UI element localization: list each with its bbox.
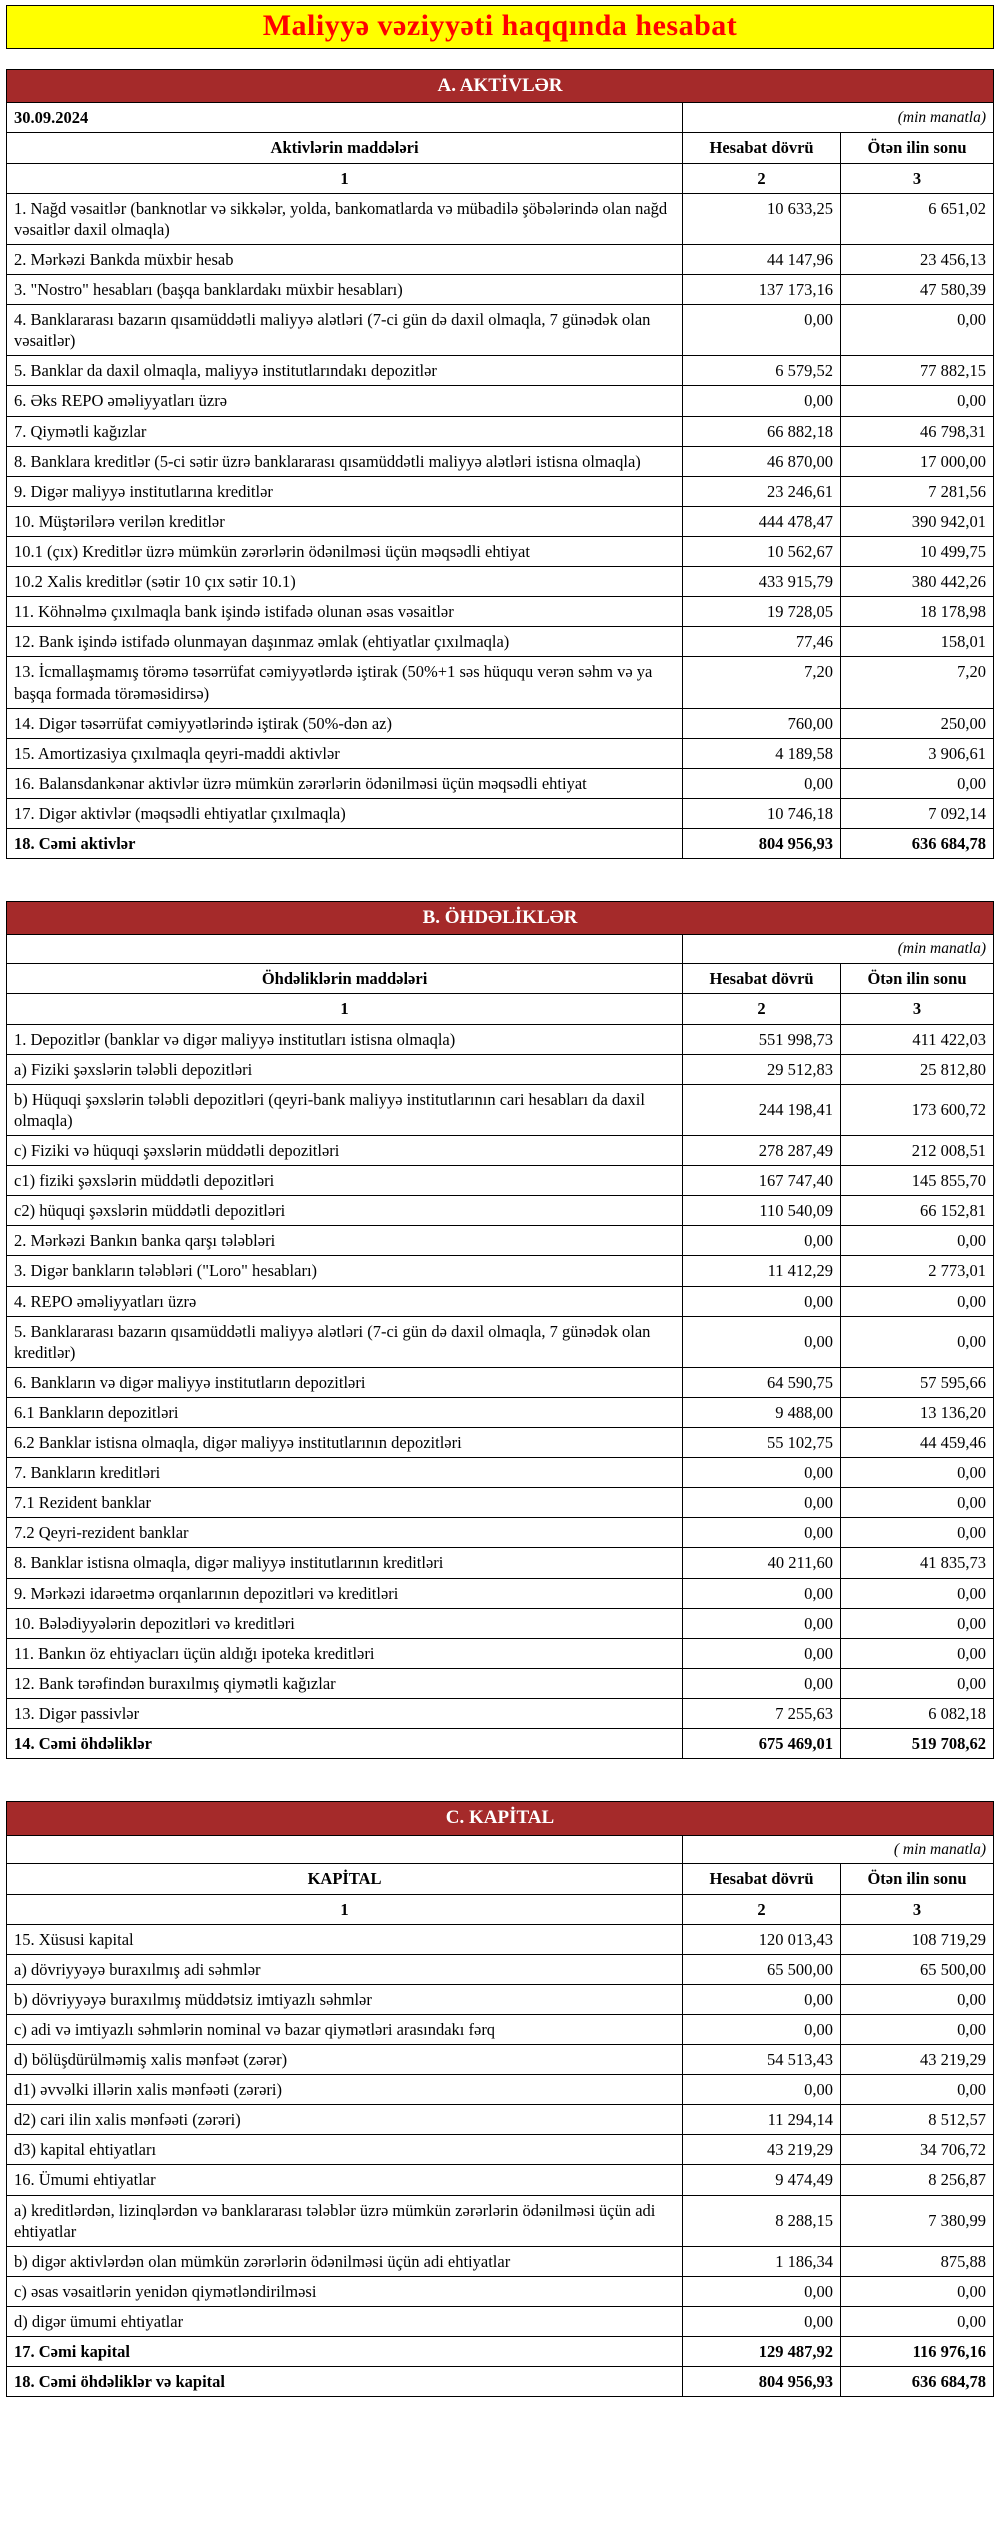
meta-row [7, 935, 994, 964]
row-label: 1. Nağd vəsaitlər (banknotlar və sikkələr, yolda, bankomatlarda və mübadilə şöbələrində olan nağd vəsaitlər daxil olmaqla) [7, 193, 683, 244]
value-oten-ilin-sonu: 44 459,46 [841, 1428, 994, 1458]
column-header-row [7, 133, 994, 163]
row-label: 12. Bank işində istifadə olunmayan daşınmaz əmlak (ehtiyatlar çıxılmaqla) [7, 627, 683, 657]
value-hesabat-dovru: 40 211,60 [683, 1548, 841, 1578]
table-row [7, 1578, 994, 1608]
value-hesabat-dovru: 8 288,15 [683, 2195, 841, 2246]
col-number-3: 3 [841, 994, 994, 1024]
row-label: d2) cari ilin xalis mənfəəti (zərəri) [7, 2105, 683, 2135]
unit-note: (min manatla) [683, 935, 994, 964]
value-hesabat-dovru: 551 998,73 [683, 1024, 841, 1054]
table-row [7, 1054, 994, 1084]
row-label: 17. Digər aktivlər (məqsədli ehtiyatlar çıxılmaqla) [7, 798, 683, 828]
table-row [7, 1397, 994, 1427]
table-row [7, 506, 994, 536]
row-label: b) digər aktivlərdən olan mümkün zərərlərin ödənilməsi üçün adi ehtiyatlar [7, 2246, 683, 2276]
row-label: d) bölüşdürülməmiş xalis mənfəət (zərər) [7, 2045, 683, 2075]
value-hesabat-dovru: 0,00 [683, 1286, 841, 1316]
report-title-banner [6, 5, 994, 49]
value-oten-ilin-sonu: 47 580,39 [841, 274, 994, 304]
value-hesabat-dovru: 54 513,43 [683, 2045, 841, 2075]
table-row [7, 1548, 994, 1578]
value-oten-ilin-sonu: 636 684,78 [841, 829, 994, 859]
value-hesabat-dovru: 0,00 [683, 2014, 841, 2044]
table-row [7, 798, 994, 828]
section-c-title: C. KAPİTAL [7, 1802, 994, 1835]
value-oten-ilin-sonu: 0,00 [841, 1668, 994, 1698]
row-label: 16. Balansdankənar aktivlər üzrə mümkün zərərlərin ödənilməsi üçün məqsədli ehtiyat [7, 768, 683, 798]
value-hesabat-dovru: 167 747,40 [683, 1166, 841, 1196]
value-hesabat-dovru: 0,00 [683, 1488, 841, 1518]
col-header-period: Hesabat dövrü [683, 964, 841, 994]
value-oten-ilin-sonu: 6 082,18 [841, 1699, 994, 1729]
value-oten-ilin-sonu: 57 595,66 [841, 1367, 994, 1397]
table-row [7, 1135, 994, 1165]
value-hesabat-dovru: 0,00 [683, 1316, 841, 1367]
value-oten-ilin-sonu: 10 499,75 [841, 536, 994, 566]
row-label: 3. "Nostro" hesabları (başqa banklardakı müxbir hesabları) [7, 274, 683, 304]
value-hesabat-dovru: 804 956,93 [683, 829, 841, 859]
table-row [7, 738, 994, 768]
unit-note: ( min manatla) [683, 1835, 994, 1864]
row-label: 10. Bələdiyyələrin depozitləri və kreditləri [7, 1608, 683, 1638]
row-label: 10. Müştərilərə verilən kreditlər [7, 506, 683, 536]
value-hesabat-dovru: 0,00 [683, 1984, 841, 2014]
value-oten-ilin-sonu: 519 708,62 [841, 1729, 994, 1759]
value-oten-ilin-sonu: 390 942,01 [841, 506, 994, 536]
table-row [7, 768, 994, 798]
col-number-1: 1 [7, 163, 683, 193]
row-label: 15. Amortizasiya çıxılmaqla qeyri-maddi aktivlər [7, 738, 683, 768]
row-label: 17. Cəmi kapital [7, 2337, 683, 2367]
value-oten-ilin-sonu: 0,00 [841, 1226, 994, 1256]
row-label: 4. REPO əməliyyatları üzrə [7, 1286, 683, 1316]
value-hesabat-dovru: 433 915,79 [683, 567, 841, 597]
table-row [7, 305, 994, 356]
value-oten-ilin-sonu: 116 976,16 [841, 2337, 994, 2367]
table-row [7, 2246, 994, 2276]
value-hesabat-dovru: 6 579,52 [683, 356, 841, 386]
row-label: a) Fiziki şəxslərin tələbli depozitləri [7, 1054, 683, 1084]
value-oten-ilin-sonu: 0,00 [841, 2075, 994, 2105]
row-label: 2. Mərkəzi Bankda müxbir hesab [7, 244, 683, 274]
value-oten-ilin-sonu: 0,00 [841, 305, 994, 356]
table-row [7, 1729, 994, 1759]
value-oten-ilin-sonu: 7,20 [841, 657, 994, 708]
table-row [7, 1638, 994, 1668]
row-label: 14. Digər təsərrüfat cəmiyyətlərində iştirak (50%-dən az) [7, 708, 683, 738]
value-oten-ilin-sonu: 0,00 [841, 1608, 994, 1638]
value-oten-ilin-sonu: 3 906,61 [841, 738, 994, 768]
table-row [7, 1084, 994, 1135]
col-header-items: KAPİTAL [7, 1864, 683, 1894]
section-b-table [6, 901, 994, 1759]
value-hesabat-dovru: 0,00 [683, 1458, 841, 1488]
table-row [7, 1256, 994, 1286]
row-label: a) kreditlərdən, lizinqlərdən və banklararası tələblər üzrə mümkün zərərlərin ödənilməsi üçün adi ehtiyatlar [7, 2195, 683, 2246]
value-hesabat-dovru: 137 173,16 [683, 274, 841, 304]
table-row [7, 657, 994, 708]
col-header-period: Hesabat dövrü [683, 1864, 841, 1894]
value-oten-ilin-sonu: 158,01 [841, 627, 994, 657]
value-hesabat-dovru: 804 956,93 [683, 2367, 841, 2397]
col-number-1: 1 [7, 1894, 683, 1924]
row-label: 18. Cəmi öhdəliklər və kapital [7, 2367, 683, 2397]
value-oten-ilin-sonu: 0,00 [841, 1984, 994, 2014]
table-row [7, 2307, 994, 2337]
row-label: 11. Bankın öz ehtiyacları üçün aldığı ipoteka kreditləri [7, 1638, 683, 1668]
table-row [7, 1699, 994, 1729]
value-oten-ilin-sonu: 145 855,70 [841, 1166, 994, 1196]
value-oten-ilin-sonu: 636 684,78 [841, 2367, 994, 2397]
col-number-1: 1 [7, 994, 683, 1024]
column-number-row [7, 994, 994, 1024]
table-row [7, 1954, 994, 1984]
col-header-prev: Ötən ilin sonu [841, 964, 994, 994]
section-c-table [6, 1801, 994, 2397]
value-oten-ilin-sonu: 13 136,20 [841, 1397, 994, 1427]
value-oten-ilin-sonu: 108 719,29 [841, 1924, 994, 1954]
value-oten-ilin-sonu: 0,00 [841, 1578, 994, 1608]
table-row [7, 1518, 994, 1548]
table-row [7, 2367, 994, 2397]
value-hesabat-dovru: 4 189,58 [683, 738, 841, 768]
section-a-table [6, 69, 994, 859]
row-label: 13. İcmallaşmamış törəmə təsərrüfat cəmiyyətlərdə iştirak (50%+1 səs hüququ verən səhm və ya başqa formada törəməsidirsə) [7, 657, 683, 708]
value-hesabat-dovru: 0,00 [683, 1226, 841, 1256]
table-row [7, 2337, 994, 2367]
col-number-2: 2 [683, 163, 841, 193]
value-oten-ilin-sonu: 7 281,56 [841, 476, 994, 506]
col-number-2: 2 [683, 1894, 841, 1924]
value-oten-ilin-sonu: 46 798,31 [841, 416, 994, 446]
table-row [7, 2165, 994, 2195]
col-number-3: 3 [841, 1894, 994, 1924]
unit-note: (min manatla) [683, 103, 994, 133]
value-hesabat-dovru: 0,00 [683, 386, 841, 416]
row-label: 6.1 Bankların depozitləri [7, 1397, 683, 1427]
sections-container [6, 69, 994, 2397]
value-hesabat-dovru: 0,00 [683, 305, 841, 356]
row-label: d) digər ümumi ehtiyatlar [7, 2307, 683, 2337]
row-label: b) Hüquqi şəxslərin tələbli depozitləri (qeyri-bank maliyyə institutlarının cari hesabları da daxil olmaqla) [7, 1084, 683, 1135]
table-row [7, 1668, 994, 1698]
row-label: 3. Digər bankların tələbləri ("Loro" hesabları) [7, 1256, 683, 1286]
value-hesabat-dovru: 1 186,34 [683, 2246, 841, 2276]
row-label: 16. Ümumi ehtiyatlar [7, 2165, 683, 2195]
row-label: c) Fiziki və hüquqi şəxslərin müddətli depozitləri [7, 1135, 683, 1165]
row-label: 11. Köhnəlmə çıxılmaqla bank işində istifadə olunan əsas vəsaitlər [7, 597, 683, 627]
table-row [7, 1458, 994, 1488]
value-oten-ilin-sonu: 65 500,00 [841, 1954, 994, 1984]
table-row [7, 708, 994, 738]
value-hesabat-dovru: 7 255,63 [683, 1699, 841, 1729]
report-date: 30.09.2024 [7, 103, 683, 133]
value-hesabat-dovru: 0,00 [683, 2307, 841, 2337]
value-hesabat-dovru: 278 287,49 [683, 1135, 841, 1165]
row-label: 12. Bank tərəfindən buraxılmış qiymətli kağızlar [7, 1668, 683, 1698]
value-hesabat-dovru: 0,00 [683, 2276, 841, 2306]
value-hesabat-dovru: 120 013,43 [683, 1924, 841, 1954]
value-hesabat-dovru: 444 478,47 [683, 506, 841, 536]
row-label: 6. Əks REPO əməliyyatları üzrə [7, 386, 683, 416]
value-oten-ilin-sonu: 8 512,57 [841, 2105, 994, 2135]
value-oten-ilin-sonu: 2 773,01 [841, 1256, 994, 1286]
table-row [7, 1316, 994, 1367]
value-oten-ilin-sonu: 7 380,99 [841, 2195, 994, 2246]
value-hesabat-dovru: 65 500,00 [683, 1954, 841, 1984]
meta-row [7, 1835, 994, 1864]
row-label: 7. Bankların kreditləri [7, 1458, 683, 1488]
value-oten-ilin-sonu: 66 152,81 [841, 1196, 994, 1226]
table-row [7, 1196, 994, 1226]
column-header-row [7, 1864, 994, 1894]
value-oten-ilin-sonu: 0,00 [841, 2014, 994, 2044]
value-hesabat-dovru: 0,00 [683, 1638, 841, 1668]
row-label: c) əsas vəsaitlərin yenidən qiymətləndirilməsi [7, 2276, 683, 2306]
row-label: 7. Qiymətli kağızlar [7, 416, 683, 446]
report-title: Maliyyə vəziyyəti haqqında hesabat [262, 9, 738, 42]
row-label: 18. Cəmi aktivlər [7, 829, 683, 859]
value-oten-ilin-sonu: 34 706,72 [841, 2135, 994, 2165]
table-row [7, 1226, 994, 1256]
row-label: 15. Xüsusi kapital [7, 1924, 683, 1954]
value-hesabat-dovru: 29 512,83 [683, 1054, 841, 1084]
table-row [7, 2105, 994, 2135]
table-row [7, 244, 994, 274]
row-label: c1) fiziki şəxslərin müddətli depozitləri [7, 1166, 683, 1196]
column-number-row [7, 163, 994, 193]
section-header-row [7, 902, 994, 935]
row-label: 14. Cəmi öhdəliklər [7, 1729, 683, 1759]
value-hesabat-dovru: 43 219,29 [683, 2135, 841, 2165]
value-oten-ilin-sonu: 0,00 [841, 2307, 994, 2337]
value-hesabat-dovru: 760,00 [683, 708, 841, 738]
row-label: c) adi və imtiyazlı səhmlərin nominal və bazar qiymətləri arasındakı fərq [7, 2014, 683, 2044]
col-header-items: Aktivlərin maddələri [7, 133, 683, 163]
value-hesabat-dovru: 23 246,61 [683, 476, 841, 506]
value-oten-ilin-sonu: 25 812,80 [841, 1054, 994, 1084]
value-hesabat-dovru: 44 147,96 [683, 244, 841, 274]
table-row [7, 2276, 994, 2306]
table-row [7, 193, 994, 244]
col-number-2: 2 [683, 994, 841, 1024]
value-oten-ilin-sonu: 18 178,98 [841, 597, 994, 627]
table-row [7, 416, 994, 446]
table-row [7, 2045, 994, 2075]
row-label: 2. Mərkəzi Bankın banka qarşı tələbləri [7, 1226, 683, 1256]
value-hesabat-dovru: 0,00 [683, 1518, 841, 1548]
value-oten-ilin-sonu: 7 092,14 [841, 798, 994, 828]
row-label: 5. Banklar da daxil olmaqla, maliyyə institutlarındakı depozitlər [7, 356, 683, 386]
value-oten-ilin-sonu: 6 651,02 [841, 193, 994, 244]
row-label: 8. Banklar istisna olmaqla, digər maliyyə institutlarının kreditləri [7, 1548, 683, 1578]
value-oten-ilin-sonu: 0,00 [841, 1316, 994, 1367]
table-row [7, 476, 994, 506]
row-label: 6.2 Banklar istisna olmaqla, digər maliyyə institutlarının depozitləri [7, 1428, 683, 1458]
row-label: 4. Banklararası bazarın qısamüddətli maliyyə alətləri (7-ci gün də daxil olmaqla, 7 günədək olan vəsaitlər) [7, 305, 683, 356]
value-hesabat-dovru: 10 562,67 [683, 536, 841, 566]
table-row [7, 1024, 994, 1054]
report-date [7, 1835, 683, 1864]
table-row [7, 2014, 994, 2044]
table-row [7, 1924, 994, 1954]
column-header-row [7, 964, 994, 994]
table-row [7, 274, 994, 304]
row-label: b) dövriyyəyə buraxılmış müddətsiz imtiyazlı səhmlər [7, 1984, 683, 2014]
value-hesabat-dovru: 129 487,92 [683, 2337, 841, 2367]
row-label: a) dövriyyəyə buraxılmış adi səhmlər [7, 1954, 683, 1984]
row-label: 10.2 Xalis kreditlər (sətir 10 çıx sətir 10.1) [7, 567, 683, 597]
table-row [7, 1488, 994, 1518]
table-row [7, 2075, 994, 2105]
section-header-row [7, 1802, 994, 1835]
value-oten-ilin-sonu: 0,00 [841, 1458, 994, 1488]
value-hesabat-dovru: 10 633,25 [683, 193, 841, 244]
value-oten-ilin-sonu: 212 008,51 [841, 1135, 994, 1165]
value-oten-ilin-sonu: 173 600,72 [841, 1084, 994, 1135]
table-row [7, 446, 994, 476]
value-hesabat-dovru: 10 746,18 [683, 798, 841, 828]
value-hesabat-dovru: 0,00 [683, 1668, 841, 1698]
row-label: 1. Depozitlər (banklar və digər maliyyə institutları istisna olmaqla) [7, 1024, 683, 1054]
row-label: 5. Banklararası bazarın qısamüddətli maliyyə alətləri (7-ci gün də daxil olmaqla, 7 günədək olan kreditlər) [7, 1316, 683, 1367]
value-oten-ilin-sonu: 875,88 [841, 2246, 994, 2276]
value-oten-ilin-sonu: 8 256,87 [841, 2165, 994, 2195]
value-oten-ilin-sonu: 0,00 [841, 2276, 994, 2306]
value-hesabat-dovru: 55 102,75 [683, 1428, 841, 1458]
row-label: 7.1 Rezident banklar [7, 1488, 683, 1518]
row-label: 13. Digər passivlər [7, 1699, 683, 1729]
table-row [7, 1367, 994, 1397]
section-header-row [7, 70, 994, 103]
table-row [7, 1166, 994, 1196]
value-hesabat-dovru: 19 728,05 [683, 597, 841, 627]
value-hesabat-dovru: 675 469,01 [683, 1729, 841, 1759]
value-oten-ilin-sonu: 250,00 [841, 708, 994, 738]
col-number-3: 3 [841, 163, 994, 193]
value-hesabat-dovru: 64 590,75 [683, 1367, 841, 1397]
row-label: 9. Digər maliyyə institutlarına kreditlər [7, 476, 683, 506]
table-row [7, 1608, 994, 1638]
table-row [7, 2135, 994, 2165]
value-oten-ilin-sonu: 411 422,03 [841, 1024, 994, 1054]
col-header-items: Öhdəliklərin maddələri [7, 964, 683, 994]
value-hesabat-dovru: 46 870,00 [683, 446, 841, 476]
value-hesabat-dovru: 11 412,29 [683, 1256, 841, 1286]
value-hesabat-dovru: 110 540,09 [683, 1196, 841, 1226]
value-hesabat-dovru: 0,00 [683, 2075, 841, 2105]
col-header-period: Hesabat dövrü [683, 133, 841, 163]
value-oten-ilin-sonu: 17 000,00 [841, 446, 994, 476]
value-hesabat-dovru: 11 294,14 [683, 2105, 841, 2135]
column-number-row [7, 1894, 994, 1924]
row-label: 8. Banklara kreditlər (5-ci sətir üzrə banklararası qısamüddətli maliyyə alətləri istisna olmaqla) [7, 446, 683, 476]
table-row [7, 627, 994, 657]
value-oten-ilin-sonu: 43 219,29 [841, 2045, 994, 2075]
row-label: 6. Bankların və digər maliyyə institutların depozitləri [7, 1367, 683, 1397]
table-row [7, 2195, 994, 2246]
table-row [7, 356, 994, 386]
value-oten-ilin-sonu: 0,00 [841, 386, 994, 416]
value-hesabat-dovru: 9 488,00 [683, 1397, 841, 1427]
value-hesabat-dovru: 0,00 [683, 1578, 841, 1608]
value-hesabat-dovru: 0,00 [683, 768, 841, 798]
table-row [7, 1286, 994, 1316]
table-row [7, 1428, 994, 1458]
row-label: c2) hüquqi şəxslərin müddətli depozitləri [7, 1196, 683, 1226]
value-oten-ilin-sonu: 380 442,26 [841, 567, 994, 597]
section-b-title: B. ÖHDƏLİKLƏR [7, 902, 994, 935]
table-row [7, 829, 994, 859]
value-hesabat-dovru: 7,20 [683, 657, 841, 708]
table-row [7, 386, 994, 416]
section-a-title: A. AKTİVLƏR [7, 70, 994, 103]
meta-row [7, 103, 994, 133]
table-row [7, 1984, 994, 2014]
table-row [7, 567, 994, 597]
value-oten-ilin-sonu: 0,00 [841, 1286, 994, 1316]
value-hesabat-dovru: 244 198,41 [683, 1084, 841, 1135]
value-oten-ilin-sonu: 41 835,73 [841, 1548, 994, 1578]
table-row [7, 597, 994, 627]
row-label: 7.2 Qeyri-rezident banklar [7, 1518, 683, 1548]
row-label: d3) kapital ehtiyatları [7, 2135, 683, 2165]
value-hesabat-dovru: 9 474,49 [683, 2165, 841, 2195]
value-oten-ilin-sonu: 23 456,13 [841, 244, 994, 274]
value-hesabat-dovru: 0,00 [683, 1608, 841, 1638]
value-hesabat-dovru: 66 882,18 [683, 416, 841, 446]
value-oten-ilin-sonu: 0,00 [841, 1638, 994, 1668]
value-oten-ilin-sonu: 0,00 [841, 1488, 994, 1518]
col-header-prev: Ötən ilin sonu [841, 1864, 994, 1894]
table-row [7, 536, 994, 566]
value-oten-ilin-sonu: 0,00 [841, 1518, 994, 1548]
value-oten-ilin-sonu: 77 882,15 [841, 356, 994, 386]
value-oten-ilin-sonu: 0,00 [841, 768, 994, 798]
report-date [7, 935, 683, 964]
row-label: 10.1 (çıx) Kreditlər üzrə mümkün zərərlərin ödənilməsi üçün məqsədli ehtiyat [7, 536, 683, 566]
row-label: d1) əvvəlki illərin xalis mənfəəti (zərəri) [7, 2075, 683, 2105]
col-header-prev: Ötən ilin sonu [841, 133, 994, 163]
value-hesabat-dovru: 77,46 [683, 627, 841, 657]
row-label: 9. Mərkəzi idarəetmə orqanlarının depozitləri və kreditləri [7, 1578, 683, 1608]
